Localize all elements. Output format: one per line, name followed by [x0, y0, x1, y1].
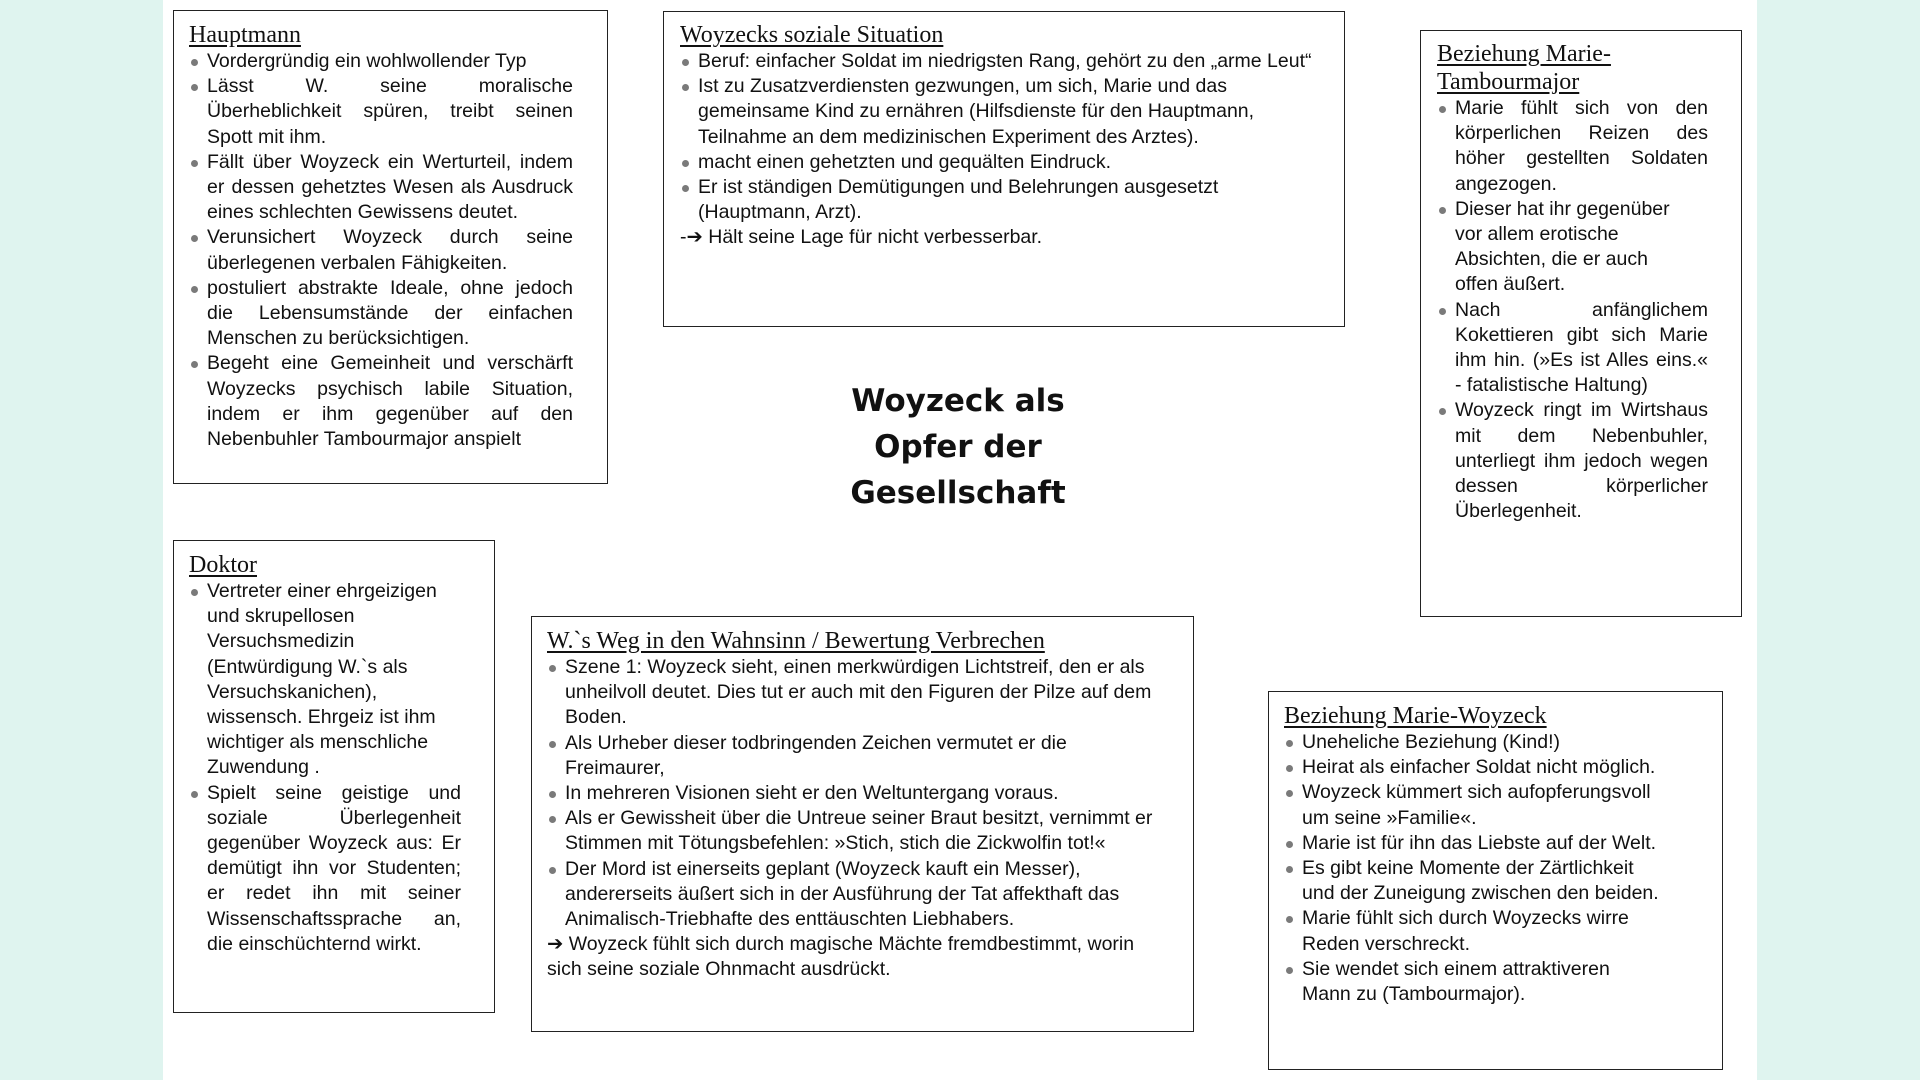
list-item: Als er Gewissheit über die Untreue seiner Braut besitzt, vernimmt er Stimmen mit Tötungsbefehlen: »Stich, stich die Zickwolfin tot!« [547, 806, 1163, 856]
marie-woyzeck-list [1284, 730, 1692, 1007]
list-item: macht einen gehetzten und gequälten Eindruck. [680, 150, 1320, 175]
page-title-line2: Opfer der [874, 429, 1042, 465]
soziale-situation-list [680, 49, 1320, 225]
list-item: Verunsichert Woyzeck durch seine überlegenen verbalen Fähigkeiten. [189, 225, 573, 275]
list-item: Nach anfänglichem Kokettieren gibt sich Marie ihm hin. (»Es ist Alles eins.« - fatalistische Haltung) [1437, 298, 1708, 399]
list-item: Marie ist für ihn das Liebste auf der Welt. [1284, 831, 1692, 856]
list-item: Ist zu Zusatzverdiensten gezwungen, um sich, Marie und das gemeinsame Kind zu ernähren (Hilfsdienste für den Hauptmann, Teilnahme an dem medizinischen Experiment des Arztes). [680, 74, 1320, 150]
box-hauptmann [173, 10, 608, 484]
list-item: Vertreter einer ehrgeizigen und skrupellosen Versuchsmedizin (Entwürdigung W.`s als Versuchskanichen), wissensch. Ehrgeiz ist ihm wichtiger als menschliche Zuwendung . [189, 579, 461, 781]
marie-tambourmajor-title: Beziehung Marie-Tambourmajor [1437, 41, 1611, 95]
box-doktor [173, 540, 495, 1013]
marie-tambourmajor-list [1437, 96, 1708, 524]
list-item: Lässt W. seine moralische Überheblichkeit spüren, treibt seinen Spott mit ihm. [189, 74, 573, 150]
list-item: Beruf: einfacher Soldat im niedrigsten Rang, gehört zu den „arme Leut“ [680, 49, 1320, 74]
box-soziale-situation [663, 11, 1345, 327]
list-item: Szene 1: Woyzeck sieht, einen merkwürdigen Lichtstreif, den er als unheilvoll deutet. Dies tut er auch mit den Figuren der Pilze auf dem Boden. [547, 655, 1163, 731]
box-marie-woyzeck [1268, 691, 1723, 1070]
doktor-list [189, 579, 461, 957]
list-item: Sie wendet sich einem attraktiveren Mann zu (Tambourmajor). [1284, 957, 1692, 1007]
list-item: Fällt über Woyzeck ein Werturteil, indem er dessen gehetztes Wesen als Ausdruck eines schlechten Gewissens deutet. [189, 150, 573, 226]
page-title-line1: Woyzeck als [851, 383, 1065, 419]
doktor-title: Doktor [189, 552, 257, 578]
soziale-situation-title: Woyzecks soziale Situation [680, 22, 944, 48]
list-item: Woyzeck ringt im Wirtshaus mit dem Nebenbuhler, unterliegt ihm jedoch wegen dessen körperlicher Überlegenheit. [1437, 398, 1708, 524]
marie-woyzeck-title: Beziehung Marie-Woyzeck [1284, 703, 1547, 729]
list-item: Dieser hat ihr gegenüber vor allem erotische Absichten, die er auch offen äußert. [1437, 197, 1708, 298]
list-item: Er ist ständigen Demütigungen und Belehrungen ausgesetzt (Hauptmann, Arzt). [680, 175, 1320, 225]
wahnsinn-title: W.`s Weg in den Wahnsinn / Bewertung Verbrechen [547, 628, 1045, 654]
wahnsinn-conclusion: ➔ Woyzeck fühlt sich durch magische Mächte fremdbestimmt, worin sich seine soziale Ohnmacht ausdrückt. [547, 933, 1135, 981]
list-item: Uneheliche Beziehung (Kind!) [1284, 730, 1692, 755]
list-item: Woyzeck kümmert sich aufopferungsvoll um seine »Familie«. [1284, 780, 1692, 830]
list-item: Der Mord ist einerseits geplant (Woyzeck kauft ein Messer), andererseits äußert sich in der Ausführung der Tat affekthaft das Animalisch-Triebhafte des enttäuschten Liebhabers. [547, 857, 1163, 933]
box-wahnsinn [531, 616, 1194, 1032]
list-item: Vordergründig ein wohlwollender Typ [189, 49, 573, 74]
page-title [810, 378, 1106, 516]
hauptmann-list [189, 49, 573, 452]
page-title-line3: Gesellschaft [850, 475, 1066, 511]
box-marie-tambourmajor [1420, 30, 1742, 617]
wahnsinn-list [547, 655, 1163, 932]
list-item: In mehreren Visionen sieht er den Weltuntergang voraus. [547, 781, 1163, 806]
soziale-situation-conclusion: -➔ Hält seine Lage für nicht verbesserbar. [680, 226, 1043, 249]
list-item: Marie fühlt sich von den körperlichen Reizen des höher gestellten Soldaten angezogen. [1437, 96, 1708, 197]
list-item: postuliert abstrakte Ideale, ohne jedoch die Lebensumstände der einfachen Menschen zu berücksichtigen. [189, 276, 573, 352]
hauptmann-title: Hauptmann [189, 22, 301, 48]
list-item: Marie fühlt sich durch Woyzecks wirre Reden verschreckt. [1284, 906, 1692, 956]
list-item: Als Urheber dieser todbringenden Zeichen vermutet er die Freimaurer, [547, 731, 1163, 781]
list-item: Heirat als einfacher Soldat nicht möglich. [1284, 755, 1692, 780]
list-item: Es gibt keine Momente der Zärtlichkeit und der Zuneigung zwischen den beiden. [1284, 856, 1692, 906]
list-item: Begeht eine Gemeinheit und verschärft Woyzecks psychisch labile Situation, indem er ihm gegenüber auf den Nebenbuhler Tambourmajor anspielt [189, 351, 573, 452]
list-item: Spielt seine geistige und soziale Überlegenheit gegenüber Woyzeck aus: Er demütigt ihn vor Studenten; er redet ihn mit seiner Wissenschaftssprache an, die einschüchternd wirkt. [189, 781, 461, 957]
